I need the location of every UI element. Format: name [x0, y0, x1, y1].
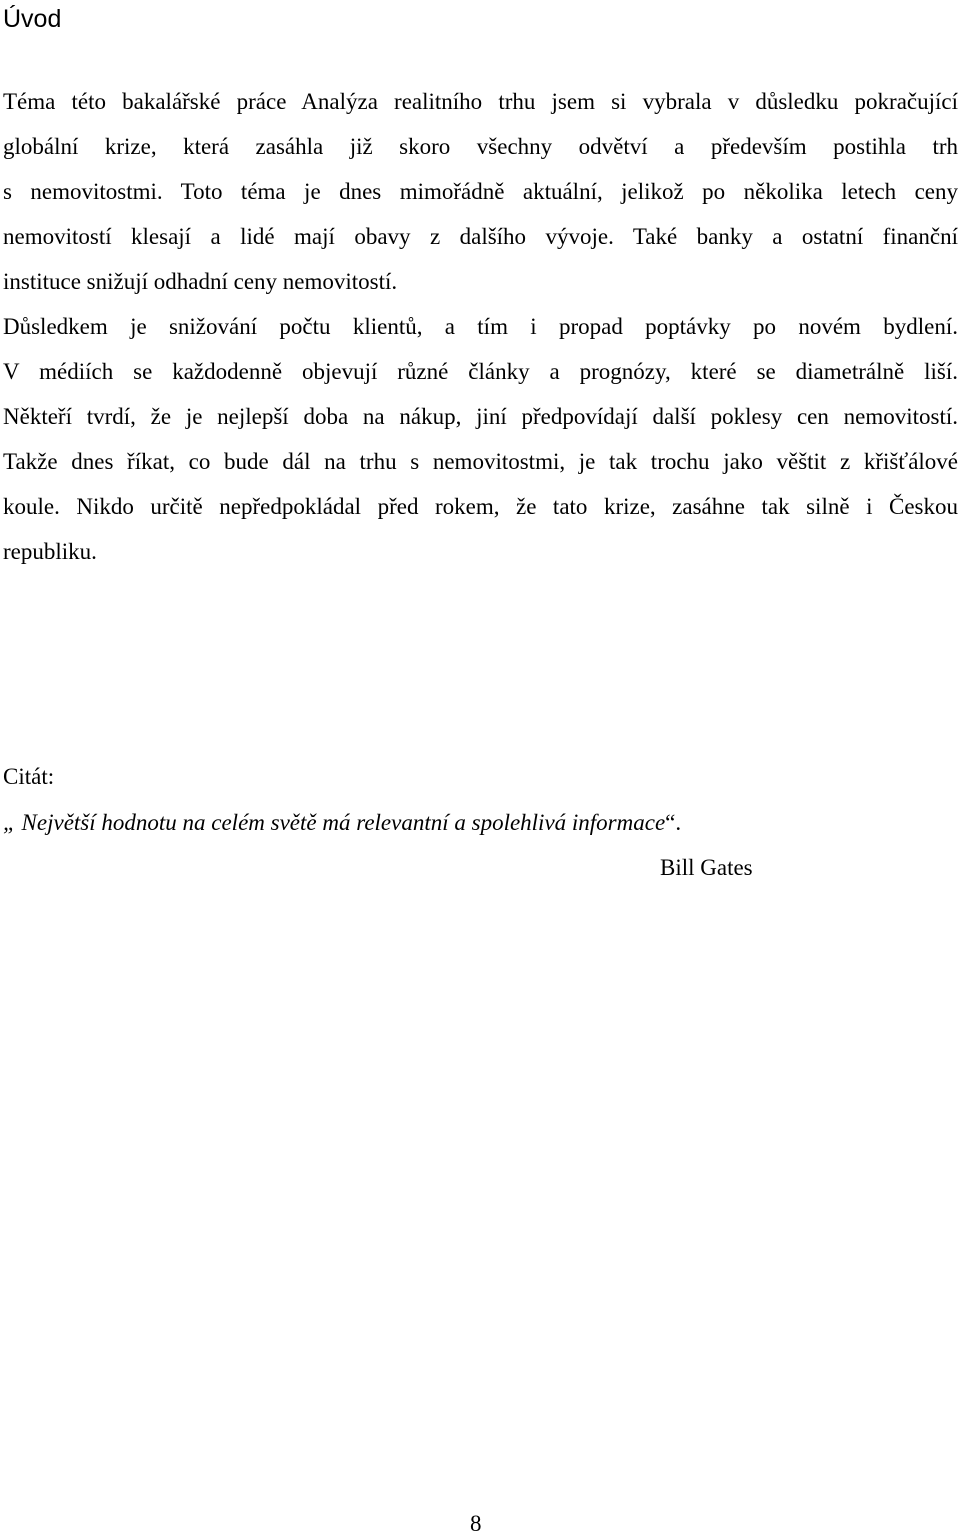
paragraph-line-7: V médiích se každodenně objevují různé články a prognózy, které se diametrálně liší. — [3, 359, 958, 384]
paragraph-line-9: Takže dnes říkat, co bude dál na trhu s nemovitostmi, je tak trochu jako věštit z křišťálové — [3, 449, 958, 474]
paragraph-line-3: s nemovitostmi. Toto téma je dnes mimořádně aktuální, jelikož po několika letech ceny — [3, 179, 958, 204]
paragraph-line-10: koule. Nikdo určitě nepředpokládal před rokem, že tato krize, zasáhne tak silně i Českou — [3, 494, 958, 519]
paragraph-line-4: nemovitostí klesají a lidé mají obavy z dalšího vývoje. Také banky a ostatní finanční — [3, 224, 958, 249]
paragraph-line-11: republiku. — [3, 539, 97, 564]
quote-closing: “. — [665, 810, 682, 835]
paragraph-line-1: Téma této bakalářské práce Analýza realitního trhu jsem si vybrala v důsledku pokračující — [3, 89, 958, 114]
quote-label: Citát: — [3, 764, 55, 789]
paragraph-line-6: Důsledkem je snižování počtu klientů, a tím i propad poptávky po novém bydlení. — [3, 314, 958, 339]
page-number: 8 — [470, 1511, 482, 1536]
quote-body: „ Největší hodnotu na celém světě má relevantní a spolehlivá informace — [3, 810, 666, 835]
paragraph-line-5: instituce snižují odhadní ceny nemovitostí. — [3, 269, 398, 294]
paragraph-line-2: globální krize, která zasáhla již skoro všechny odvětví a především postihla trh — [3, 134, 958, 159]
paragraph-line-8: Někteří tvrdí, že je nejlepší doba na nákup, jiní předpovídají další poklesy cen nemovitostí. — [3, 404, 958, 429]
page-heading: Úvod — [3, 5, 62, 33]
quote-text — [3, 808, 681, 838]
quote-author: Bill Gates — [660, 855, 753, 880]
